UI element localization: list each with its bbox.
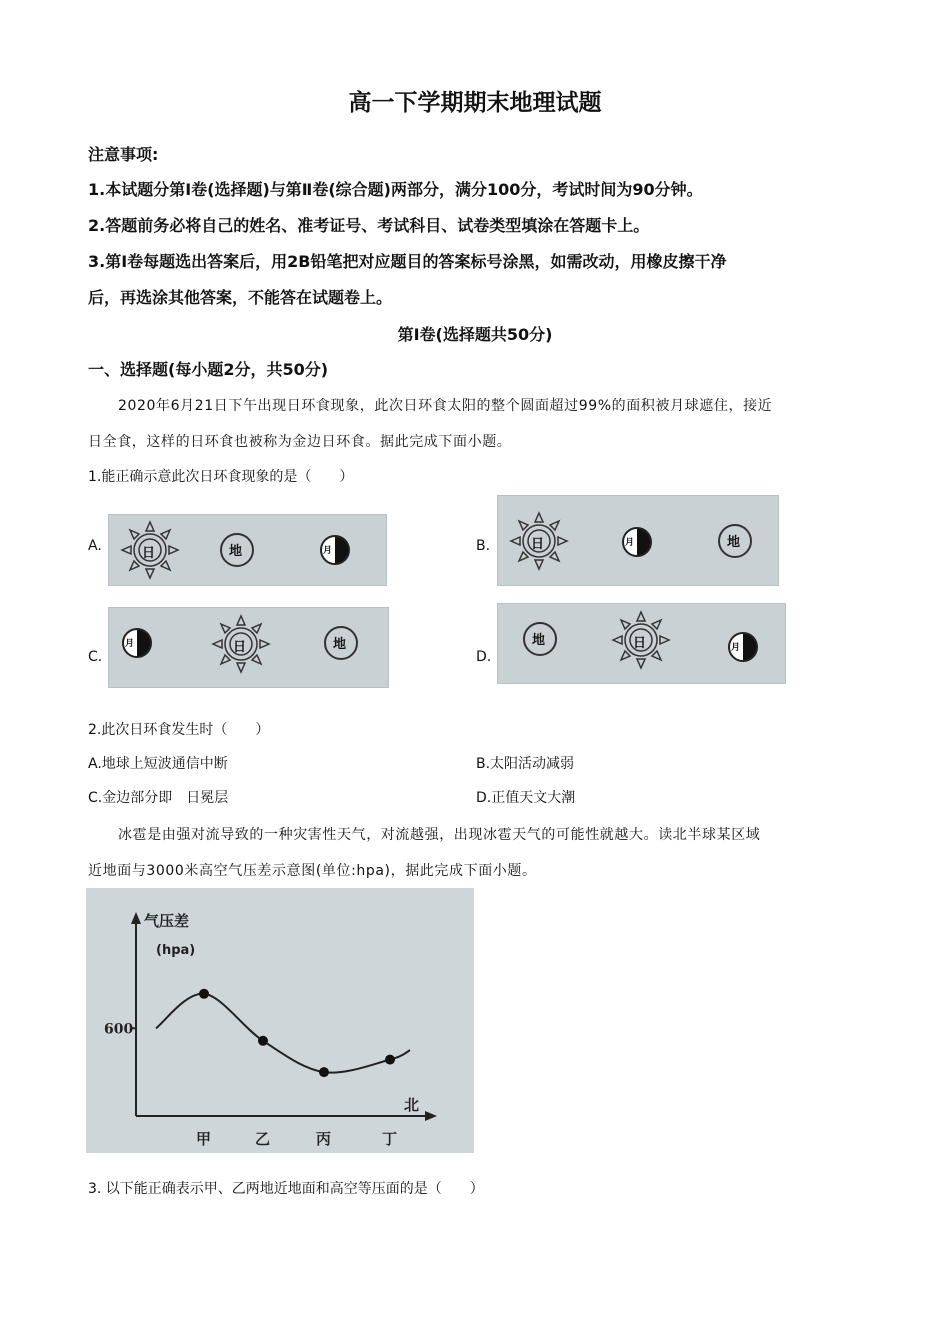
sun-label: 日 <box>233 640 247 655</box>
x-tick-label: 甲 <box>196 1130 212 1148</box>
option-a-figure <box>108 514 387 586</box>
question-2-stem: 2.此次日环食发生时（ ） <box>88 722 270 738</box>
earth-label: 地 <box>727 535 741 550</box>
x-axis-direction: 北 <box>404 1096 420 1114</box>
passage-2-line-2: 近地面与3000米高空气压差示意图(单位:hpa)，据此完成下面小题。 <box>88 863 537 879</box>
data-point <box>258 1036 268 1046</box>
y-axis-arrow <box>131 912 141 924</box>
chart-svg <box>86 888 474 1153</box>
passage-2-line-1: 冰雹是由强对流导致的一种灾害性天气，对流越强，出现冰雹天气的可能性就越大。读北半球某区域 <box>118 827 761 843</box>
moon-label: 月 <box>625 538 635 548</box>
notice-item-3-line-2: 后，再选涂其他答案，不能答在试题卷上。 <box>88 288 393 307</box>
question-3-stem: 3. 以下能正确表示甲、乙两地近地面和高空等压面的是（ ） <box>88 1181 484 1197</box>
option-c-label: C. <box>88 649 103 665</box>
option-b-label: B. <box>476 538 491 554</box>
y-tick-label: 600 <box>104 1021 134 1038</box>
moon-label: 月 <box>731 643 741 653</box>
x-tick-label: 丁 <box>382 1130 398 1148</box>
question-2-option-d: D.正值天文大潮 <box>476 790 576 806</box>
pressure-difference-chart <box>86 888 474 1153</box>
question-2-option-a: A.地球上短波通信中断 <box>88 756 228 772</box>
moon-label: 月 <box>125 639 135 649</box>
notice-item-1: 1.本试题分第Ⅰ卷(选择题)与第Ⅱ卷(综合题)两部分，满分100分，考试时间为90分钟。 <box>88 180 703 199</box>
data-point <box>199 989 209 999</box>
earth-label: 地 <box>532 633 546 648</box>
data-point <box>319 1067 329 1077</box>
y-axis-label: 气压差 <box>144 912 190 930</box>
y-axis-unit: (hpa) <box>156 943 196 958</box>
earth-label: 地 <box>333 637 347 652</box>
question-1-stem: 1.能正确示意此次日环食现象的是（ ） <box>88 469 354 485</box>
option-d-label: D. <box>476 649 492 665</box>
option-a-label: A. <box>88 538 102 554</box>
option-b-figure <box>497 495 779 586</box>
page-title: 高一下学期期末地理试题 <box>348 90 602 116</box>
sun-label: 日 <box>633 636 647 651</box>
option-d-figure <box>497 603 786 684</box>
moon-label: 月 <box>323 546 333 556</box>
pressure-difference-line <box>156 994 410 1073</box>
question-2-option-b: B.太阳活动减弱 <box>476 756 575 772</box>
data-point <box>385 1055 395 1065</box>
part-heading: 一、选择题(每小题2分，共50分) <box>88 360 329 379</box>
notice-heading: 注意事项: <box>88 145 159 164</box>
passage-1-line-1: 2020年6月21日下午出现日环食现象，此次日环食太阳的整个圆面超过99%的面积被月球遮住，接近 <box>118 398 773 414</box>
x-axis-arrow <box>425 1111 437 1121</box>
volume-heading: 第Ⅰ卷(选择题共50分) <box>397 325 553 344</box>
x-tick-label: 乙 <box>255 1130 271 1148</box>
sun-label: 日 <box>531 537 545 552</box>
question-2-option-c: C.金边部分即 日冕层 <box>88 790 229 806</box>
passage-1-line-2: 日全食，这样的日环食也被称为金边日环食。据此完成下面小题。 <box>88 434 512 450</box>
notice-item-3-line-1: 3.第Ⅰ卷每题选出答案后，用2B铅笔把对应题目的答案标号涂黑，如需改动，用橡皮擦干净 <box>88 252 727 271</box>
earth-label: 地 <box>229 544 243 559</box>
sun-label: 日 <box>142 546 156 561</box>
option-c-figure <box>108 607 389 688</box>
x-tick-label: 丙 <box>316 1130 332 1148</box>
notice-item-2: 2.答题前务必将自己的姓名、准考证号、考试科目、试卷类型填涂在答题卡上。 <box>88 216 650 235</box>
